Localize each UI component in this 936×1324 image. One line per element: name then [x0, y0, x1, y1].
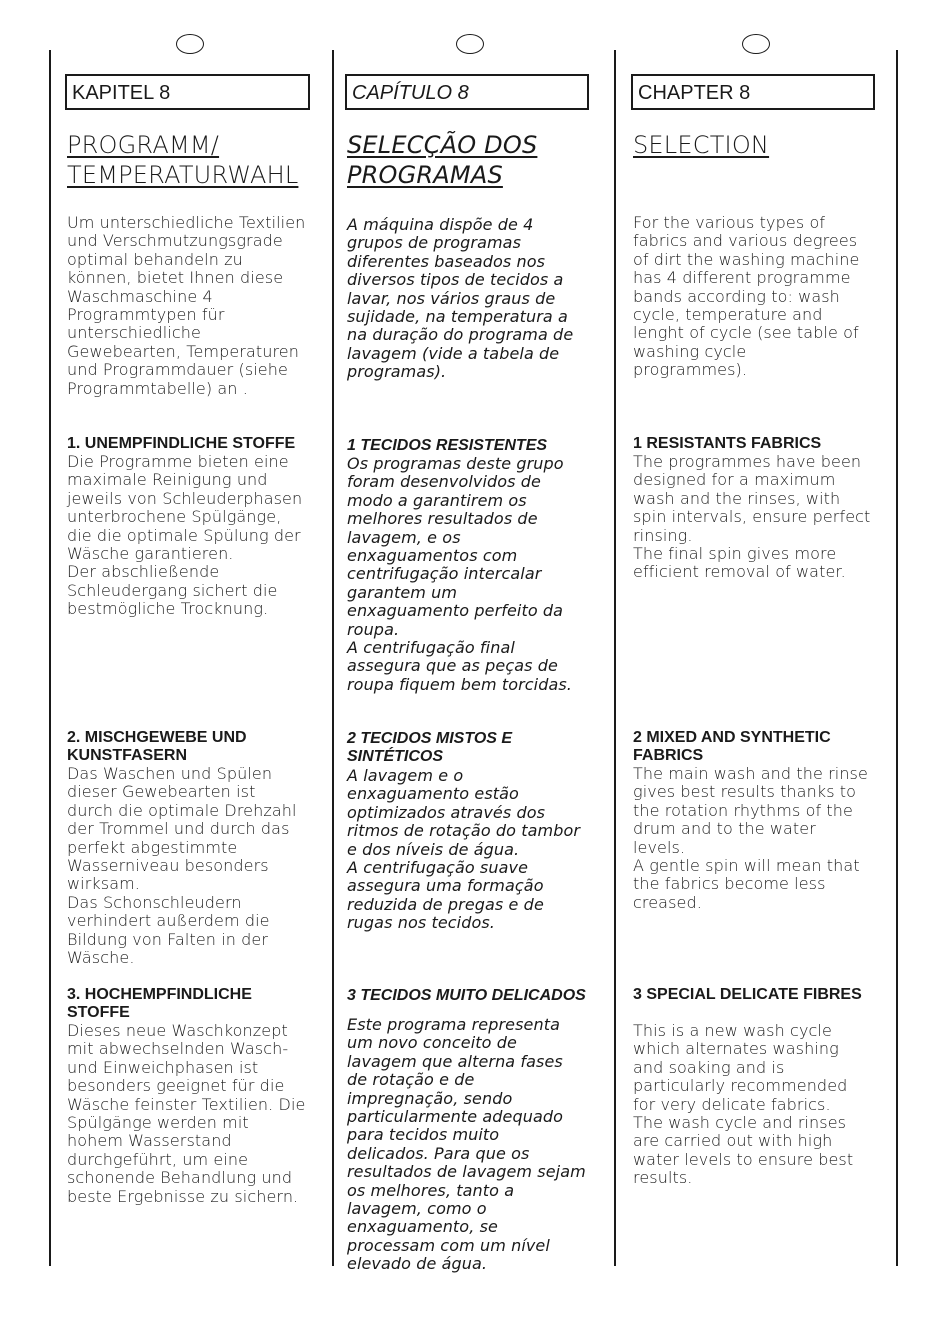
paragraph-1: Os programas deste grupo foram desenvolvidos de modo a garantirem os melhores resultados de lavagem, e os enxaguamentos com centrifugação intercalar garantem um enxaguamento perfeito da roupa. A centrifugação final assegura que as peças de roupa fiquem bem torcidas. — [347, 454, 572, 694]
subheading-1: 1 TECIDOS RESISTENTES — [347, 437, 548, 454]
subheading-3: 3 TECIDOS MUITO DELICADOS — [347, 987, 586, 1004]
subheading-3: 3 SPECIAL DELICATE FIBRES — [633, 986, 862, 1003]
paragraph-1: The programmes have been designed for a maximum wash and the rinses, with spin intervals, ensure perfect rinsing. The final spin gives more efficient removal of water. — [633, 452, 871, 582]
language-circle-icon — [742, 34, 770, 54]
chapter-label: CAPÍTULO 8 — [352, 82, 469, 104]
language-circle-icon — [456, 34, 484, 54]
column-divider-1 — [332, 50, 334, 1266]
left-border-line — [49, 50, 51, 1266]
paragraph-1: Die Programme bieten eine maximale Reinigung und jeweils von Schleuderphasen unterbrochene Spülgänge, die die optimale Spülung der Wäsche garantieren. Der abschließende Schleudergang sichert die bestmögliche Trocknung. — [67, 452, 303, 619]
paragraph-2: A lavagem e o enxaguamento estão optimizados através dos ritmos de rotação do tambor e dos níveis de água. A centrifugação suave assegura uma formação reduzida de pregas e de rugas nos tecidos. — [347, 766, 581, 933]
subheading-1: 1 RESISTANTS FABRICS — [633, 435, 822, 452]
section-heading: SELECTION — [633, 131, 770, 159]
intro-paragraph: For the various types of fabrics and various degrees of dirt the washing machine has 4 different programme bands according to: wash cycle, temperature and lenght of cycle (see table of washing cycle programmes). — [633, 213, 860, 380]
intro-paragraph: A máquina dispõe de 4 grupos de programas diferentes baseados nos diversos tipos de tecidos a lavar, nos vários graus de sujidade, na temperatura a na duração do programa de lavagem (vide a tabela de programas). — [347, 215, 574, 382]
subheading-3: 3. HOCHEMPFINDLICHE STOFFE — [67, 986, 252, 1022]
subheading-2: 2. MISCHGEWEBE UND KUNSTFASERN — [67, 729, 247, 765]
section-heading: PROGRAMM/ TEMPERATURWAHL — [67, 131, 299, 189]
paragraph-2: The main wash and the rinse gives best results thanks to the rotation rhythms of the drum and to the water levels. A gentle spin will mean that the fabrics become less creased. — [633, 764, 868, 912]
paragraph-3: This is a new wash cycle which alternates washing and soaking and is particularly recommended for very delicate fabrics. The wash cycle and rinses are carried out with high water levels to ensure best results. — [633, 1021, 854, 1188]
chapter-box — [345, 74, 589, 110]
chapter-box — [65, 74, 310, 110]
chapter-label: CHAPTER 8 — [638, 82, 751, 104]
section-heading: SELECÇÃO DOS PROGRAMAS — [347, 131, 538, 189]
right-border-line — [896, 50, 898, 1266]
paragraph-2: Das Waschen und Spülen dieser Gewebearten ist durch die optimale Drehzahl der Trommel und durch das perfekt abgestimmte Wasserniveau besonders wirksam. Das Schonschleudern verhindert außerdem die Bildung von Falten in der Wäsche. — [67, 764, 297, 968]
language-circle-icon — [176, 34, 204, 54]
subheading-1: 1. UNEMPFINDLICHE STOFFE — [67, 435, 296, 452]
chapter-box — [631, 74, 875, 110]
paragraph-3: Este programa representa um novo conceito de lavagem que alterna fases de rotação e de impregnação, sendo particularmente adequado para tecidos muito delicados. Para que os resultados de lavagem sejam os melhores, tanto a lavagem, como o enxaguamento, se processam com um nível elevado de água. — [347, 1015, 586, 1274]
column-divider-2 — [614, 50, 616, 1266]
subheading-2: 2 TECIDOS MISTOS E SINTÉTICOS — [347, 730, 513, 766]
intro-paragraph: Um unterschiedliche Textilien und Verschmutzungsgrade optimal behandeln zu können, bietet Ihnen diese Waschmaschine 4 Programmtypen für unterschiedliche Gewebearten, Temperaturen und Programmdauer (siehe Programmtabelle) an . — [67, 213, 306, 398]
subheading-2: 2 MIXED AND SYNTHETIC FABRICS — [633, 729, 831, 765]
chapter-label: KAPITEL 8 — [72, 82, 171, 104]
paragraph-3: Dieses neue Waschkonzept mit abwechselnden Wasch- und Einweichphasen ist besonders geeignet für die Wäsche feinster Textilien. Die Spülgänge werden mit hohem Wasserstand durchgeführt, um eine schonende Behandlung und beste Ergebnisse zu sichern. — [67, 1021, 306, 1206]
